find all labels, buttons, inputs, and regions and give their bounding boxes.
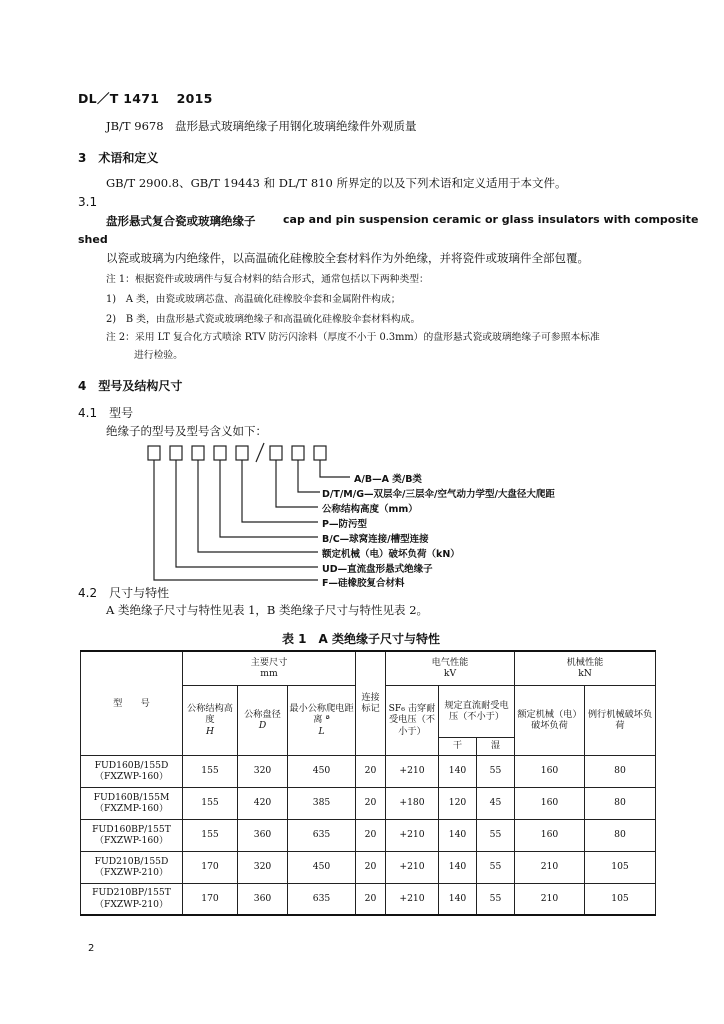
note-2-line-1: 注 2：采用 LT 复合化方式喷涂 RTV 防污闪涂料（厚度不小于 0.3mm）的盘形悬式瓷或玻璃绝缘子可参照本标准 bbox=[106, 332, 600, 343]
section-3-intro: GB/T 2900.8、GB/T 19443 和 DL/T 810 所界定的以及下列术语和定义适用于本文件。 bbox=[106, 176, 567, 190]
clause-3-1-number: 3.1 bbox=[78, 195, 98, 209]
clause-4-1-text: 绝缘子的型号及型号含义如下： bbox=[106, 424, 267, 438]
term-definition: 以瓷或玻璃为内绝缘件，以高温硫化硅橡胶全套材料作为外绝缘，并将瓷件或玻璃件全部包覆。 bbox=[106, 251, 589, 265]
table-1-title: 表 1 A 类绝缘子尺寸与特性 bbox=[282, 632, 440, 646]
clause-4-2-text: A 类绝缘子尺寸与特性见表 1，B 类绝缘子尺寸与特性见表 2。 bbox=[106, 603, 429, 617]
table-row: FUD160B/155M （FXZMP-160） 155 420 385 20 +180 120 45 160 80 bbox=[81, 787, 656, 819]
document-header: DL／T 1471 2015 bbox=[78, 91, 213, 106]
diagram-label-shed-type: D/T/M/G—双层伞/三层伞/空气动力学型/大盘径大爬距 bbox=[322, 489, 555, 500]
page-number: 2 bbox=[88, 943, 95, 954]
term-english-line2: shed bbox=[78, 233, 108, 246]
diagram-label-rated-load: 额定机械（电）破坏负荷（kN） bbox=[322, 549, 460, 560]
header-main-dimensions: 主要尺寸 mm bbox=[183, 651, 356, 685]
header-rated-load: 额定机械（电）破坏负荷 bbox=[515, 685, 585, 755]
clause-4-2-title: 4.2 尺寸与特性 bbox=[78, 586, 170, 600]
header-model: 型 号 bbox=[81, 651, 183, 755]
section-4-title: 4 型号及结构尺寸 bbox=[78, 379, 183, 393]
code-box-4 bbox=[214, 446, 226, 460]
diagram-label-anti-pollution: P—防污型 bbox=[322, 519, 367, 530]
reference-line: JB/T 9678 盘形悬式玻璃绝缘子用钢化玻璃绝缘件外观质量 bbox=[106, 119, 417, 133]
diagram-label-height: 公称结构高度（mm） bbox=[322, 504, 418, 515]
header-dc-withstand: 规定直流耐受电压（不小于） bbox=[439, 685, 515, 737]
header-dry: 干 bbox=[439, 737, 477, 755]
diagram-label-material: F—硅橡胶复合材料 bbox=[322, 578, 405, 589]
header-height: 公称结构高度 H bbox=[183, 685, 238, 755]
header-electrical: 电气性能 kV bbox=[386, 651, 515, 685]
header-creepage: 最小公称爬电距离 ª L bbox=[288, 685, 356, 755]
table-row: FUD210BP/155T （FXZWP-210） 170 360 635 20 +210 140 55 210 105 bbox=[81, 883, 656, 915]
code-box-5 bbox=[236, 446, 248, 460]
table-row: FUD160BP/155T （FXZWP-160） 155 360 635 20 +210 140 55 160 80 bbox=[81, 819, 656, 851]
diagram-label-class: A/B—A 类/B类 bbox=[354, 474, 422, 485]
code-box-7 bbox=[292, 446, 304, 460]
code-box-6 bbox=[270, 446, 282, 460]
note-1: 注 1：根据瓷件或玻璃件与复合材料的结合形式，通常包括以下两种类型： bbox=[106, 274, 429, 285]
clause-4-1-title: 4.1 型号 bbox=[78, 406, 134, 420]
header-sf6: SF₆ 击穿耐受电压（不小于） bbox=[386, 685, 439, 755]
code-box-1 bbox=[148, 446, 160, 460]
section-3-title: 3 术语和定义 bbox=[78, 151, 159, 165]
term-english-line1: cap and pin suspension ceramic or glass insulators with composite bbox=[283, 213, 699, 226]
diagram-label-connection: B/C—球窝连接/槽型连接 bbox=[322, 534, 429, 545]
note-1-item-2: 2) B 类，由盘形悬式瓷或玻璃绝缘子和高温硫化硅橡胶伞套材料构成。 bbox=[106, 314, 421, 325]
note-1-item-1: 1) A 类，由瓷或玻璃芯盘、高温硫化硅橡胶伞套和金属附件构成； bbox=[106, 294, 401, 305]
code-box-3 bbox=[192, 446, 204, 460]
table-row: FUD160B/155D （FXZWP-160） 155 320 450 20 +210 140 55 160 80 bbox=[81, 755, 656, 787]
header-wet: 湿 bbox=[477, 737, 515, 755]
table-row: FUD210B/155D （FXZWP-210） 170 320 450 20 +210 140 55 210 105 bbox=[81, 851, 656, 883]
code-box-2 bbox=[170, 446, 182, 460]
note-2-line-2: 进行检验。 bbox=[134, 350, 183, 361]
diagram-label-dc: UD—直流盘形悬式绝缘子 bbox=[322, 564, 433, 575]
header-connection-mark: 连接标记 bbox=[356, 651, 386, 755]
header-routine-load: 例行机械破坏负荷 bbox=[585, 685, 656, 755]
table-1 bbox=[80, 650, 656, 916]
header-mechanical: 机械性能 kN bbox=[515, 651, 656, 685]
header-diameter: 公称盘径 D bbox=[238, 685, 288, 755]
code-box-8 bbox=[314, 446, 326, 460]
term-chinese: 盘形悬式复合瓷或玻璃绝缘子 bbox=[106, 214, 256, 228]
